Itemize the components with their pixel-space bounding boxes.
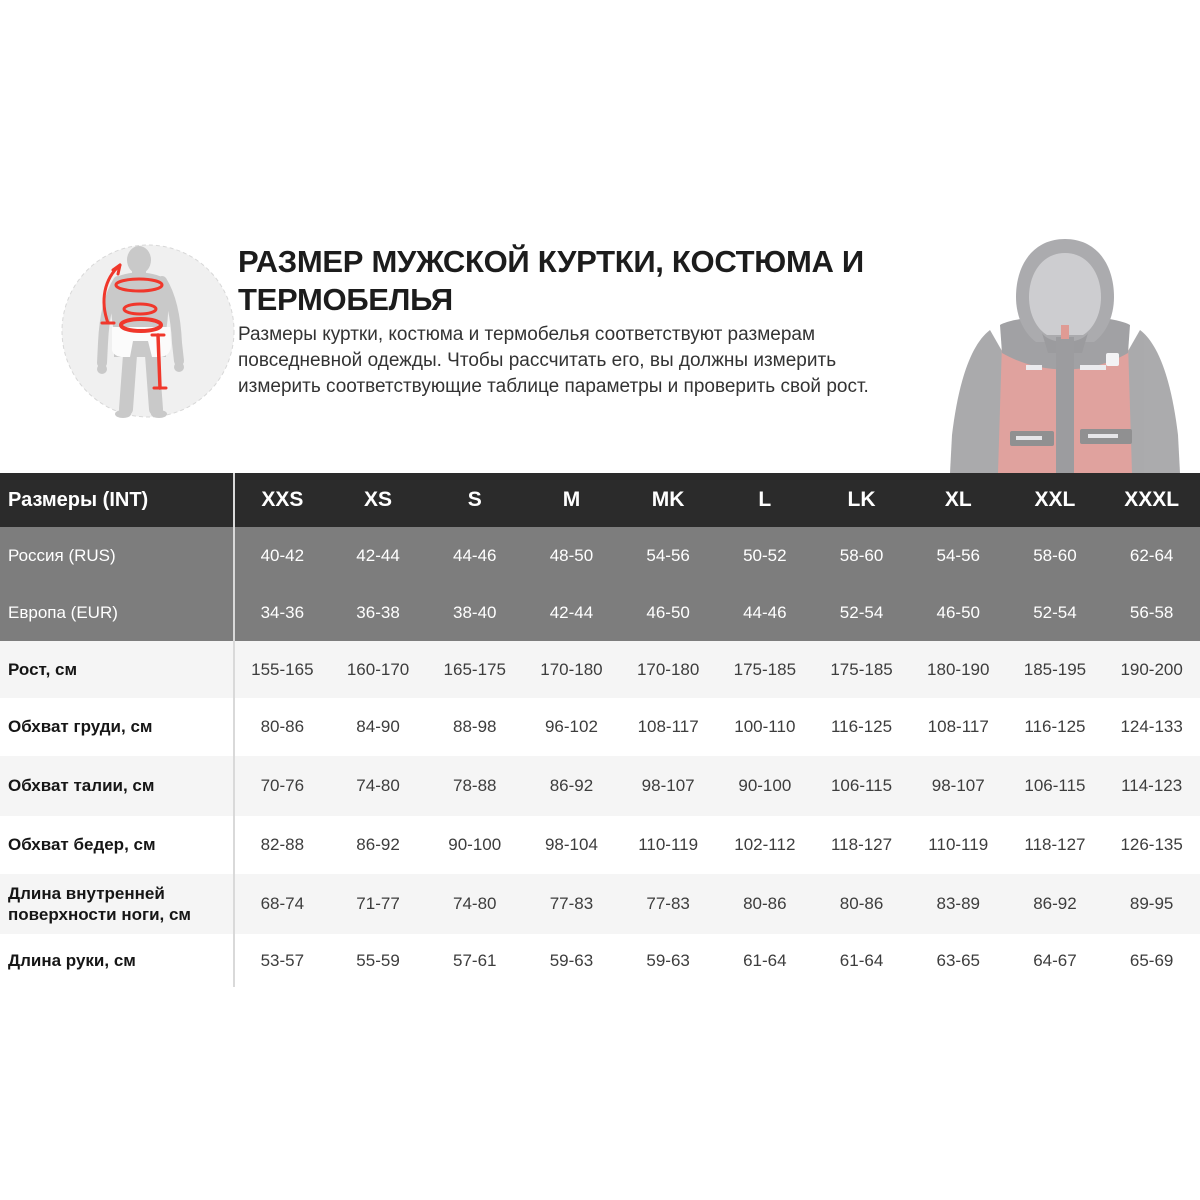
table-cell: 86-92 [356, 835, 400, 854]
table-cell: 44-46 [743, 602, 787, 622]
table-cell: 54-56 [646, 545, 690, 565]
size-header-cell: LK [847, 488, 876, 511]
table-cell: 57-61 [453, 950, 497, 970]
table-cell: 50-52 [743, 545, 787, 565]
table-cell: 102-112 [734, 835, 796, 854]
table-cell: 98-107 [931, 776, 985, 795]
table-cell: 42-44 [356, 545, 400, 565]
table-cell: 185-195 [1023, 659, 1087, 679]
row-label: Европа (EUR) [8, 602, 118, 622]
size-header-cell: XXXL [1124, 488, 1180, 511]
table-cell: 89-95 [1129, 894, 1174, 913]
table-cell: 62-64 [1129, 545, 1174, 565]
table-cell: 52-54 [1033, 602, 1077, 622]
table-cell: 46-50 [936, 602, 980, 622]
table-cell: 55-59 [356, 950, 400, 970]
size-header-cell: S [467, 488, 482, 511]
table-cell: 126-135 [1120, 835, 1183, 854]
table-cell: 61-64 [743, 950, 787, 970]
size-header-cell: MK [651, 488, 685, 511]
size-table [0, 473, 1200, 987]
table-cell: 80-86 [233, 698, 330, 756]
table-cell: 58-60 [1033, 545, 1077, 565]
table-row [0, 641, 1200, 698]
size-header-cell: L [758, 488, 772, 511]
table-cell: 70-76 [233, 756, 330, 816]
table-cell: 61-64 [839, 950, 884, 970]
table-cell: 44-46 [453, 545, 497, 565]
page-description: Размеры куртки, костюма и термобелья соответствуют размерам повседневной одежды. Чтобы рассчитать его, вы должны измерить измерить соответствующие таблице параметры и проверить свой рост. [238, 324, 869, 397]
table-cell: 118-127 [1024, 835, 1086, 854]
table-cell: 106-115 [830, 776, 893, 795]
row-label: Обхват бедер, см [8, 835, 156, 855]
table-row [0, 934, 1200, 987]
row-label: Рост, см [8, 659, 78, 679]
size-header-cell: XS [364, 488, 393, 511]
corner-header: Размеры (INT) [8, 488, 149, 511]
table-cell: 59-63 [549, 950, 594, 970]
size-header-cell: M [562, 488, 581, 511]
table-cell: 124-133 [1120, 717, 1183, 736]
table-cell: 74-80 [356, 776, 400, 795]
table-row [0, 756, 1200, 816]
row-label: Обхват талии, см [8, 776, 155, 796]
table-cell: 100-110 [734, 717, 796, 736]
table-cell: 175-185 [733, 659, 797, 679]
table-cell: 108-117 [637, 717, 699, 736]
table-cell: 106-115 [1024, 776, 1086, 795]
table-cell: 83-89 [936, 894, 980, 913]
table-cell: 82-88 [233, 816, 330, 874]
table-cell: 160-170 [346, 659, 410, 679]
jacket-photo-image [930, 225, 1200, 473]
page-title: РАЗМЕР МУЖСКОЙ КУРТКИ, КОСТЮМА И ТЕРМОБЕЛЬЯ [238, 244, 864, 317]
table-cell: 88-98 [453, 717, 497, 736]
table-cell: 175-185 [830, 659, 893, 679]
table-cell: 52-54 [839, 602, 884, 622]
table-cell: 58-60 [839, 545, 884, 565]
table-cell: 64-67 [1033, 950, 1077, 970]
table-cell: 74-80 [453, 894, 497, 913]
table-cell: 108-117 [927, 717, 989, 736]
table-cell: 96-102 [544, 717, 598, 736]
table-cell: 80-86 [743, 894, 787, 913]
row-label: Россия (RUS) [8, 545, 116, 565]
table-cell: 86-92 [1033, 894, 1077, 913]
table-row [0, 698, 1200, 756]
table-cell: 68-74 [233, 874, 330, 934]
size-header-cell: XXL [1034, 488, 1076, 511]
size-header-cell: XL [944, 488, 972, 511]
table-cell: 53-57 [233, 934, 330, 987]
size-header-cell: XXS [233, 473, 330, 527]
table-cell: 86-92 [549, 776, 594, 795]
jacket-graphic [930, 225, 1200, 473]
table-cell: 65-69 [1129, 950, 1174, 970]
table-cell: 114-123 [1121, 776, 1183, 795]
table-cell: 90-100 [448, 835, 502, 854]
table-row [0, 874, 1200, 934]
row-label: Длина внутренней поверхности ноги, см [8, 883, 191, 924]
table-cell: 71-77 [356, 894, 400, 913]
table-row [0, 473, 1200, 527]
table-cell: 110-119 [928, 835, 989, 854]
row-label: Обхват груди, см [8, 717, 153, 737]
table-cell: 116-125 [830, 717, 893, 736]
table-cell: 38-40 [453, 602, 497, 622]
body-diagram-graphic [60, 243, 236, 419]
table-cell: 77-83 [646, 894, 690, 913]
table-cell: 165-175 [443, 659, 506, 679]
table-cell: 180-190 [927, 659, 990, 679]
table-row [0, 527, 1200, 584]
table-cell: 46-50 [646, 602, 690, 622]
table-cell: 116-125 [1024, 717, 1086, 736]
table-cell: 56-58 [1129, 602, 1174, 622]
table-row [0, 816, 1200, 874]
table-cell: 78-88 [453, 776, 497, 795]
row-label: Длина руки, см [8, 950, 136, 970]
table-cell: 59-63 [646, 950, 690, 970]
table-cell: 90-100 [738, 776, 792, 795]
table-cell: 170-180 [540, 659, 603, 679]
table-cell: 98-107 [641, 776, 695, 795]
table-row [0, 584, 1200, 641]
table-cell: 54-56 [936, 545, 980, 565]
table-cell: 190-200 [1120, 659, 1183, 679]
table-cell: 40-42 [233, 527, 330, 584]
table-cell: 42-44 [549, 602, 594, 622]
table-cell: 36-38 [356, 602, 400, 622]
table-cell: 34-36 [233, 584, 330, 641]
table-cell: 98-104 [544, 835, 598, 854]
table-cell: 84-90 [356, 717, 400, 736]
table-cell: 63-65 [936, 950, 980, 970]
table-cell: 170-180 [636, 659, 700, 679]
table-cell: 118-127 [830, 835, 893, 854]
table-cell: 77-83 [549, 894, 594, 913]
table-cell: 155-165 [233, 641, 330, 698]
body-measurement-diagram-icon [60, 243, 236, 419]
table-cell: 80-86 [839, 894, 884, 913]
table-cell: 110-119 [638, 835, 699, 854]
table-cell: 48-50 [549, 545, 594, 565]
